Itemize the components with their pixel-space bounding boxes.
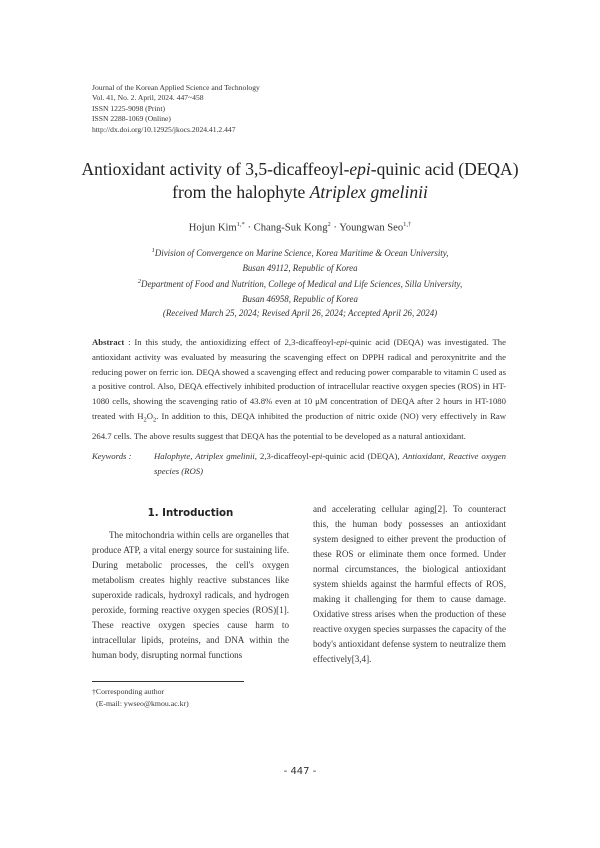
intro-right-column: and accelerating cellular aging[2]. To counteract this, the human body possesses an antioxidant system designed to either prevent the production of these ROS or eliminate them once formed. Under normal circumstances, the biological antioxidant system shields against the harmful effects of ROS, making it challenging for them to cause damage. Oxidative stress arises when the production of these reactive oxygen species surpasses the capacity of the body's antioxidant defense system to neutralize them effectively[3,4]. [313, 504, 506, 665]
author-list: Hojun Kim$^{1,*}$ · Chang-Suk Kong$^2$ · Youngwan Seo$^{1,\dagger}$ [188, 221, 412, 234]
paper-title [40, 158, 560, 204]
issn-print: ISSN 1225-9098 (Print) [92, 103, 165, 113]
journal-info [92, 83, 260, 135]
issn-online: ISSN 2288-1069 (Online) [92, 114, 171, 124]
affiliation-1: $^1$Division of Convergence on Marine Science, Korea Maritime & Ocean University, [151, 247, 449, 258]
author-kong: Chang-Suk Kong [253, 222, 328, 234]
journal-volume: Vol. 41, No. 2. April, 2024. 447~458 [92, 93, 204, 103]
footnote-corresponding: †Corresponding author [92, 687, 165, 696]
affiliation-2: $^2$Department of Food and Nutrition, College of Medical and Life Sciences, Silla University, [137, 278, 463, 290]
doi-link[interactable]: http://dx.doi.org/10.12925/jkocs.2024.41.2.447 [92, 124, 236, 134]
footnote-divider [92, 681, 244, 682]
intro-left-column: The mitochondria within cells are organelles that produce ATP, a vital energy source for sustaining life. During metabolic processes, the cell's oxygen metabolism creates highly reactive substances like superoxide radicals, hydroxyl radicals, and hydrogen peroxide, forming reactive oxygen species (ROS)[1]. These reactive oxygen species cause harm to intracellular lipids, proteins, and DNA within the human body, disrupting normal functions [92, 530, 289, 661]
abstract: Abstract : In this study, the antioxidizing effect of 2,3-dicaffeoyl-epi-quinic acid (DEQA) was investigated. The antioxidant activity was evaluated by measuring the scavenging effect on DPPH radical and peroxynitrite and the reducing power on ferric ion. DEQA showed a scavenging effect and reducing power comparable to vitamin C used as a positive control. Also, DEQA effectively inhibited production of intracellular reactive oxygen species (ROS) in HT-1080 cells, showing the scavenging ratio of 43.8% even at 10 μM concentration of DEQA after 2 hours in HT-1080 treated with $H_2O_2$. In addition to this, DEQA inhibited the production of nitric oxide (NO) very effectively in Raw 264.7 cells. The above results suggest that DEQA has the potential to be developed as a natural antioxidant. [92, 337, 506, 441]
footnote-email: (E-mail: ywseo@kmou.ac.kr) [96, 698, 189, 708]
title-line-1: Antioxidant activity of 3,5-dicaffeoyl-epi-quinic acid (DEQA) [81, 159, 519, 179]
keywords [92, 449, 506, 479]
author-kim: Hojun Kim [188, 222, 237, 234]
abstract-label: Abstract [92, 337, 125, 347]
affiliations: $^1$Division of Convergence on Marine Science, Korea Maritime & Ocean University, Busan 49112, Republic of Korea $^2$Department of Food and Nutrition, College of Medical and Life Sciences, Silla University, Busan 46958, Republic of Korea (Received March 25, 2024; Revised April 26, 2024; Accepted April 26, 2024) [60, 244, 540, 321]
received-dates: (Received March 25, 2024; Revised April 26, 2024; Accepted April 26, 2024) [162, 308, 438, 319]
keywords-list: Halophyte, Atriplex gmelinii, 2,3-dicaffeoyl-epi-quinic acid (DEQA), Antioxidant, Reactive oxygen species (ROS) [154, 451, 506, 476]
footnote [92, 686, 189, 709]
keywords-label: Keywords : [92, 451, 132, 461]
section-heading-introduction: 1. Introduction [147, 508, 234, 519]
title-line-2: from the halophyte Atriplex gmelinii [172, 182, 428, 202]
author-seo: Youngwan Seo [339, 222, 404, 234]
journal-name: Journal of the Korean Applied Science and Technology [92, 83, 260, 92]
page-number: - 447 - [283, 766, 317, 777]
